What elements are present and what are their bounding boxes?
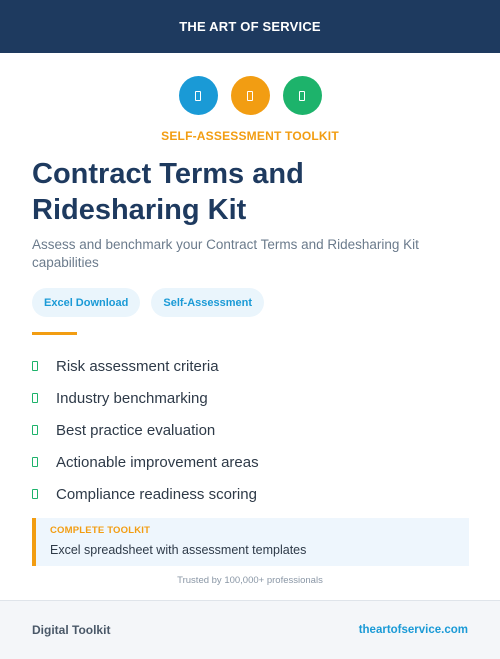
check-icon xyxy=(32,489,38,499)
footer xyxy=(0,600,500,659)
document-icon xyxy=(299,91,305,101)
feature-label: Actionable improvement areas xyxy=(56,453,259,471)
brand-name: THE ART OF SERVICE xyxy=(179,19,321,34)
circle-orange xyxy=(231,76,270,115)
feature-label: Best practice evaluation xyxy=(56,421,216,439)
trust-note: Trusted by 100,000+ professionals xyxy=(177,575,323,586)
tag-self-assessment: Self-Assessment xyxy=(151,288,264,317)
feature-label: Industry benchmarking xyxy=(56,389,208,407)
check-icon xyxy=(32,457,38,467)
list-item xyxy=(32,478,472,510)
feature-list xyxy=(32,350,472,510)
list-item xyxy=(32,350,472,382)
website-link[interactable]: theartofservice.com xyxy=(358,624,468,636)
tag-list xyxy=(32,288,264,317)
document-icon xyxy=(247,91,253,101)
tag-excel-download: Excel Download xyxy=(32,288,140,317)
document-icon xyxy=(195,91,201,101)
circle-blue xyxy=(179,76,218,115)
list-item xyxy=(32,446,472,478)
icon-row xyxy=(0,76,500,115)
accent-divider xyxy=(32,332,77,335)
feature-label: Risk assessment criteria xyxy=(56,357,219,375)
feature-label: Compliance readiness scoring xyxy=(56,485,257,503)
list-item xyxy=(32,414,472,446)
check-icon xyxy=(32,393,38,403)
eyebrow-label: SELF-ASSESSMENT TOOLKIT xyxy=(161,129,339,143)
circle-green xyxy=(283,76,322,115)
page-title: Contract Terms and Ridesharing Kit xyxy=(32,158,304,226)
page-subtitle: Assess and benchmark your Contract Terms and Ridesharing Kit capabilities xyxy=(32,237,419,270)
check-icon xyxy=(32,361,38,371)
toolkit-callout xyxy=(32,518,469,566)
footer-label: Digital Toolkit xyxy=(32,623,111,637)
check-icon xyxy=(32,425,38,435)
callout-label: COMPLETE TOOLKIT xyxy=(50,525,151,536)
list-item xyxy=(32,382,472,414)
header-bar xyxy=(0,0,500,53)
callout-text: Excel spreadsheet with assessment templates xyxy=(50,543,307,557)
